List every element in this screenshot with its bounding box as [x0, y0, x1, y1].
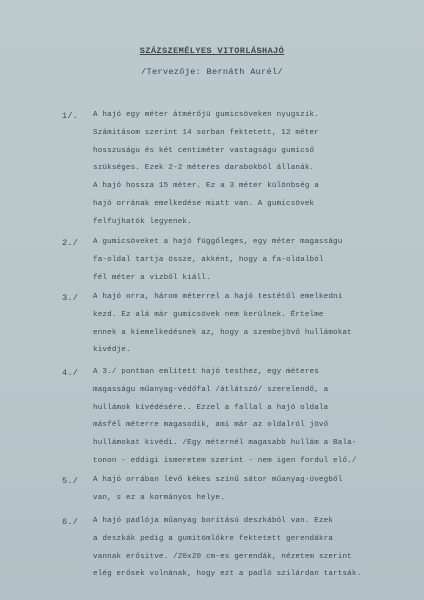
- item-2-line: fél méter a vizből kiáll.: [93, 273, 211, 282]
- item-5-text: [93, 472, 393, 508]
- item-4-line: hullámok kivédésére.. Ezzel a fallal a hajó oldala: [93, 403, 329, 412]
- item-1-line: hosszuságu és két centiméter vastagságu gumicső: [93, 146, 315, 155]
- item-4-text: [93, 364, 393, 471]
- document-title: SZÁZSZEMÉLYES VITORLÁSHAJÓ: [139, 46, 285, 56]
- item-2-text: [93, 234, 393, 287]
- item-3-text: [93, 289, 393, 360]
- item-6-line: elég erősek volnának, hogy ezt a padló szilárdan tartsák.: [93, 570, 362, 579]
- item-6-line: vannak erősitve. /20x20 cm-es gerendák, nézetem szerint: [93, 552, 352, 561]
- item-2-line: A gumicsöveket a hajó függőleges, egy méter magasságu: [93, 238, 343, 246]
- item-6-number: 6./: [62, 517, 79, 527]
- item-1-line: A hajó hossza 15 méter. Ez a 3 méter különbség a: [93, 182, 319, 191]
- item-1-text: [93, 107, 393, 232]
- document-subtitle: /Tervezője: Bernáth Aurél/: [141, 67, 283, 77]
- item-4-number: 4./: [62, 368, 79, 378]
- item-6-line: a deszkák pedig a gumitömlőkre fektetett gerendákra: [93, 534, 334, 543]
- item-1-number: 1/.: [62, 111, 79, 121]
- item-4-line: magasságu műanyag-védőfal /átlátszó/ szerelendő, a: [93, 385, 329, 394]
- item-5-number: 5./: [62, 476, 79, 486]
- item-4-line: tonon - eddigi ismeretem szerint - nem igen fordul elő./: [93, 456, 357, 465]
- item-3-number: 3./: [62, 293, 79, 303]
- item-2-line: fa-oldal tartja össze, akként, hogy a fa-oldalból: [93, 255, 324, 264]
- item-3-line: A hajó orra, három méterrel a hajó testétől emelkedni: [93, 293, 343, 301]
- item-4-line: hullámokat kivédi. /Egy méternél magasabb hullám a Bala-: [93, 439, 357, 448]
- item-1-line: A hajó egy méter átmérőjü gumicsöveken nyugszik.: [93, 111, 319, 119]
- item-6-text: [93, 513, 393, 584]
- item-1-line: hajó orrának emelkedése miatt van. A gumicsövek: [93, 199, 315, 208]
- item-5-line: van, s ez a kormányos helye.: [93, 493, 225, 502]
- item-3-line: ennek a kiemelkedésnek az, hogy a szembejövő hullámokat: [93, 328, 352, 337]
- item-3-line: kezd. Ez alá már gumicsövek nem kerülnek. Értelme: [93, 310, 324, 319]
- item-1-line: felfujhatók legyenek.: [93, 217, 192, 226]
- item-1-line: szükséges. Ezek 2-2 méteres darabokból állanák.: [93, 164, 315, 173]
- item-2-number: 2./: [62, 238, 79, 248]
- item-3-line: kivédje.: [93, 346, 131, 355]
- item-4-line: másfél méterre magasodik, ami már az oldalról jövő: [93, 421, 329, 430]
- item-4-line: A 3./ pontban említett hajó testhez, egy méteres: [93, 368, 319, 376]
- item-6-line: A hajó padlója műanyag borítású deszkából van. Ezek: [93, 517, 334, 525]
- item-5-line: A hajó orrában lévő kékes színű sátor műanyag-üvegből: [93, 476, 343, 484]
- item-1-line: Számitásom szerint 14 sorban fektetett, 12 méter: [93, 128, 319, 137]
